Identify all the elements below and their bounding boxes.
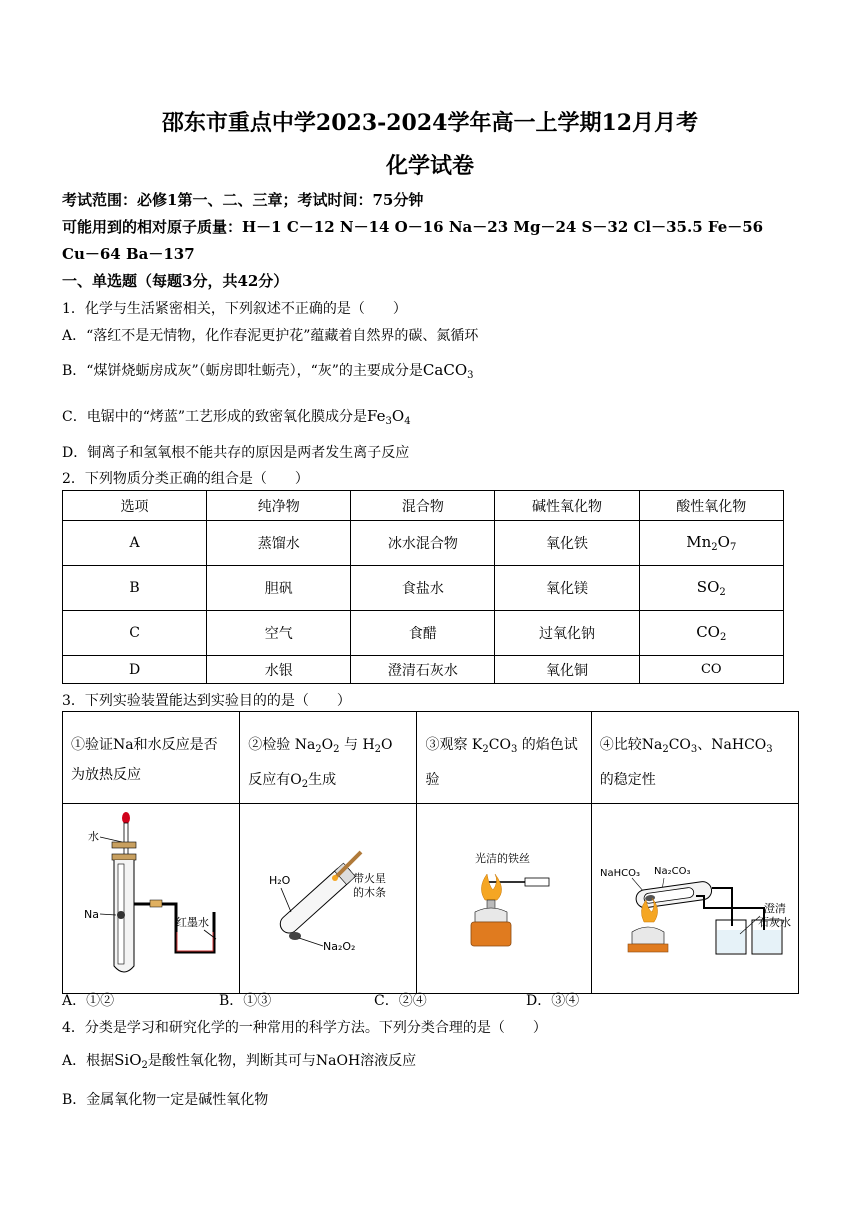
q1-option-b (62, 360, 474, 381)
na2co3-label: Na₂CO₃ (653, 866, 691, 877)
q3-figure-4 (591, 804, 798, 994)
sodium-piece (117, 911, 125, 919)
q3-figure-2 (240, 804, 417, 994)
formula: O (321, 737, 334, 753)
q2-stem: 2．下列物质分类正确的组合是（ ） (62, 471, 309, 487)
q3-option-b: B．①③ (219, 993, 272, 1009)
q3-option-d: D．③④ (526, 993, 580, 1009)
q3-cell-3 (417, 712, 591, 804)
q3-stem: 3．下列实验装置能达到实验目的的是（ ） (62, 693, 351, 709)
flame (482, 874, 502, 900)
formula: O (290, 772, 302, 788)
formula: Na (641, 737, 663, 753)
subscript: 2 (482, 744, 489, 755)
text: 与 (343, 737, 358, 753)
text: ③观察 (425, 737, 468, 753)
table-row (63, 566, 784, 611)
table-row (63, 656, 784, 684)
table-cell: 胆矾 (207, 566, 351, 611)
q3-cell-2 (240, 712, 417, 804)
text: 的焰色试验 (425, 737, 578, 788)
dropper-bulb (122, 812, 130, 824)
q1-option-d: D．铜离子和氢氧根不能共存的原因是两者发生离子反应 (62, 445, 410, 461)
na-label: Na (84, 908, 100, 921)
table-cell: 过氧化钠 (495, 611, 639, 656)
flame-test-figure (419, 804, 589, 982)
formula: CO (668, 737, 691, 753)
table-cell: 氧化铁 (495, 521, 639, 566)
subscript: 2 (711, 542, 718, 553)
table-row (63, 611, 784, 656)
exam-subtitle: 化学试卷 (385, 153, 474, 179)
table-header: 碱性氧化物 (495, 491, 639, 521)
q1-option-c-text: C．电锯中的“烤蓝”工艺形成的致密氧化膜成分是 (62, 409, 368, 425)
formula: K (471, 737, 483, 753)
q3-option-c: C．②④ (374, 993, 427, 1009)
limewater-label-2: 石灰水 (757, 916, 791, 929)
formula: O (717, 533, 730, 551)
subscript: 3 (690, 744, 698, 755)
text: 是酸性氧化物，判断其可与NaOH溶液反应 (147, 1053, 417, 1069)
text: 生成 (308, 772, 337, 788)
table-cell (639, 611, 783, 656)
q3-table (62, 711, 799, 994)
h2o-label: H₂O (269, 874, 291, 887)
table-cell: 食醋 (351, 611, 495, 656)
lamp-base (471, 922, 511, 946)
stopper (112, 842, 136, 848)
water-label: 水 (88, 830, 100, 843)
formula: CaCO (422, 361, 468, 379)
table-header-row (63, 491, 784, 521)
subscript: 2 (315, 744, 322, 755)
stability-comparison-figure (592, 804, 798, 982)
text: 反应有 (248, 772, 291, 788)
subscript: 4 (404, 416, 411, 427)
q3-figure-1 (63, 804, 240, 994)
table-cell: 食盐水 (351, 566, 495, 611)
q1-option-c (62, 406, 411, 427)
table-cell: 蒸馏水 (207, 521, 351, 566)
subscript: 2 (662, 744, 669, 755)
text: ②检验 (248, 737, 291, 753)
subscript: 2 (141, 1060, 148, 1071)
text: A．根据 (62, 1053, 115, 1069)
q3-cell-4 (591, 712, 798, 804)
table-cell: 澄清石灰水 (351, 656, 495, 684)
formula: CO (488, 737, 511, 753)
table-cell: D (63, 656, 207, 684)
ink-label: 红墨水 (176, 916, 210, 929)
table-cell: 水银 (207, 656, 351, 684)
table-cell: A (63, 521, 207, 566)
table-cell (639, 521, 783, 566)
q4-option-a (62, 1050, 416, 1071)
subscript: 2 (719, 587, 726, 598)
text: 的稳定性 (599, 772, 656, 788)
table-header: 选项 (63, 491, 207, 521)
na2o2-test-figure (243, 804, 413, 982)
table-header: 酸性氧化物 (639, 491, 783, 521)
table-cell: 氧化镁 (495, 566, 639, 611)
wire-label: 光洁的铁丝 (475, 852, 531, 865)
formula: Mn (686, 533, 712, 551)
q3-option-a: A．①② (62, 993, 115, 1009)
table-cell: 空气 (207, 611, 351, 656)
subscript: 2 (374, 744, 382, 755)
na-water-apparatus-figure (66, 804, 236, 982)
na2o2-label: Na₂O₂ (323, 940, 356, 953)
subscript: 7 (729, 542, 737, 553)
alcohol-lamp (632, 927, 664, 944)
alcohol-lamp (475, 908, 507, 922)
na2o2-powder (289, 932, 301, 940)
q3-figure-3 (417, 804, 591, 994)
formula: CO (696, 623, 720, 641)
q1-stem: 1．化学与生活紧密相关，下列叙述不正确的是（ ） (62, 301, 407, 317)
table-cell: B (63, 566, 207, 611)
subscript: 3 (467, 370, 474, 381)
table-row (63, 712, 799, 804)
table-cell: 氧化铜 (495, 656, 639, 684)
table-cell: C (63, 611, 207, 656)
table-header: 混合物 (351, 491, 495, 521)
exam-scope: 考试范围：必修1第一、二、三章；考试时间：75分钟 (62, 191, 424, 209)
formula: Fe (367, 407, 386, 425)
q1-option-b-text: B．“煤饼烧蛎房成灰”（蛎房即牡蛎壳），“灰”的主要成分是 (62, 363, 423, 379)
subscript: 3 (510, 744, 518, 755)
table-cell (639, 566, 783, 611)
table-cell: CO (639, 656, 783, 684)
formula: O (381, 737, 393, 753)
formula: SiO (114, 1051, 142, 1069)
subscript: 2 (719, 632, 727, 643)
section-heading: 一、单选题（每题3分，共42分） (62, 272, 289, 290)
q4-stem: 4．分类是学习和研究化学的一种常用的科学方法。下列分类合理的是（ ） (62, 1020, 547, 1036)
subscript: 2 (333, 744, 340, 755)
table-row (63, 521, 784, 566)
nahco3-label: NaHCO₃ (599, 868, 640, 879)
subscript: 2 (301, 779, 309, 790)
formula: 、NaHCO (697, 737, 767, 753)
formula: Na (294, 737, 316, 753)
limewater-label-1: 澄清 (763, 902, 786, 915)
table-row (63, 804, 799, 994)
atomic-masses-line1: 可能用到的相对原子质量：H－1 C－12 N－14 O－16 Na－23 Mg－24 S－32 Cl－35.5 Fe－56 (62, 218, 764, 236)
q4-option-b: B．金属氧化物一定是碱性氧化物 (62, 1092, 269, 1108)
subscript: 3 (385, 416, 392, 427)
q2-table (62, 490, 784, 684)
formula: SO (696, 578, 720, 596)
splint-label-1: 带火星 (353, 872, 387, 885)
formula: O (391, 407, 405, 425)
atomic-masses-line2: Cu－64 Ba－137 (62, 245, 195, 263)
q1-option-a: A．“落红不是无情物，化作春泥更护花”蕴藏着自然界的碳、氮循环 (62, 328, 479, 344)
table-cell: 冰水混合物 (351, 521, 495, 566)
splint-label-2: 的木条 (353, 886, 387, 899)
text: ④比较 (599, 737, 642, 753)
table-header: 纯净物 (207, 491, 351, 521)
formula: H (362, 737, 375, 753)
subscript: 3 (766, 744, 773, 755)
q3-cell-1: ①验证Na和水反应是否为放热反应 (63, 712, 240, 804)
exam-title: 邵东市重点中学2023-2024学年高一上学期12月月考 (161, 110, 699, 136)
